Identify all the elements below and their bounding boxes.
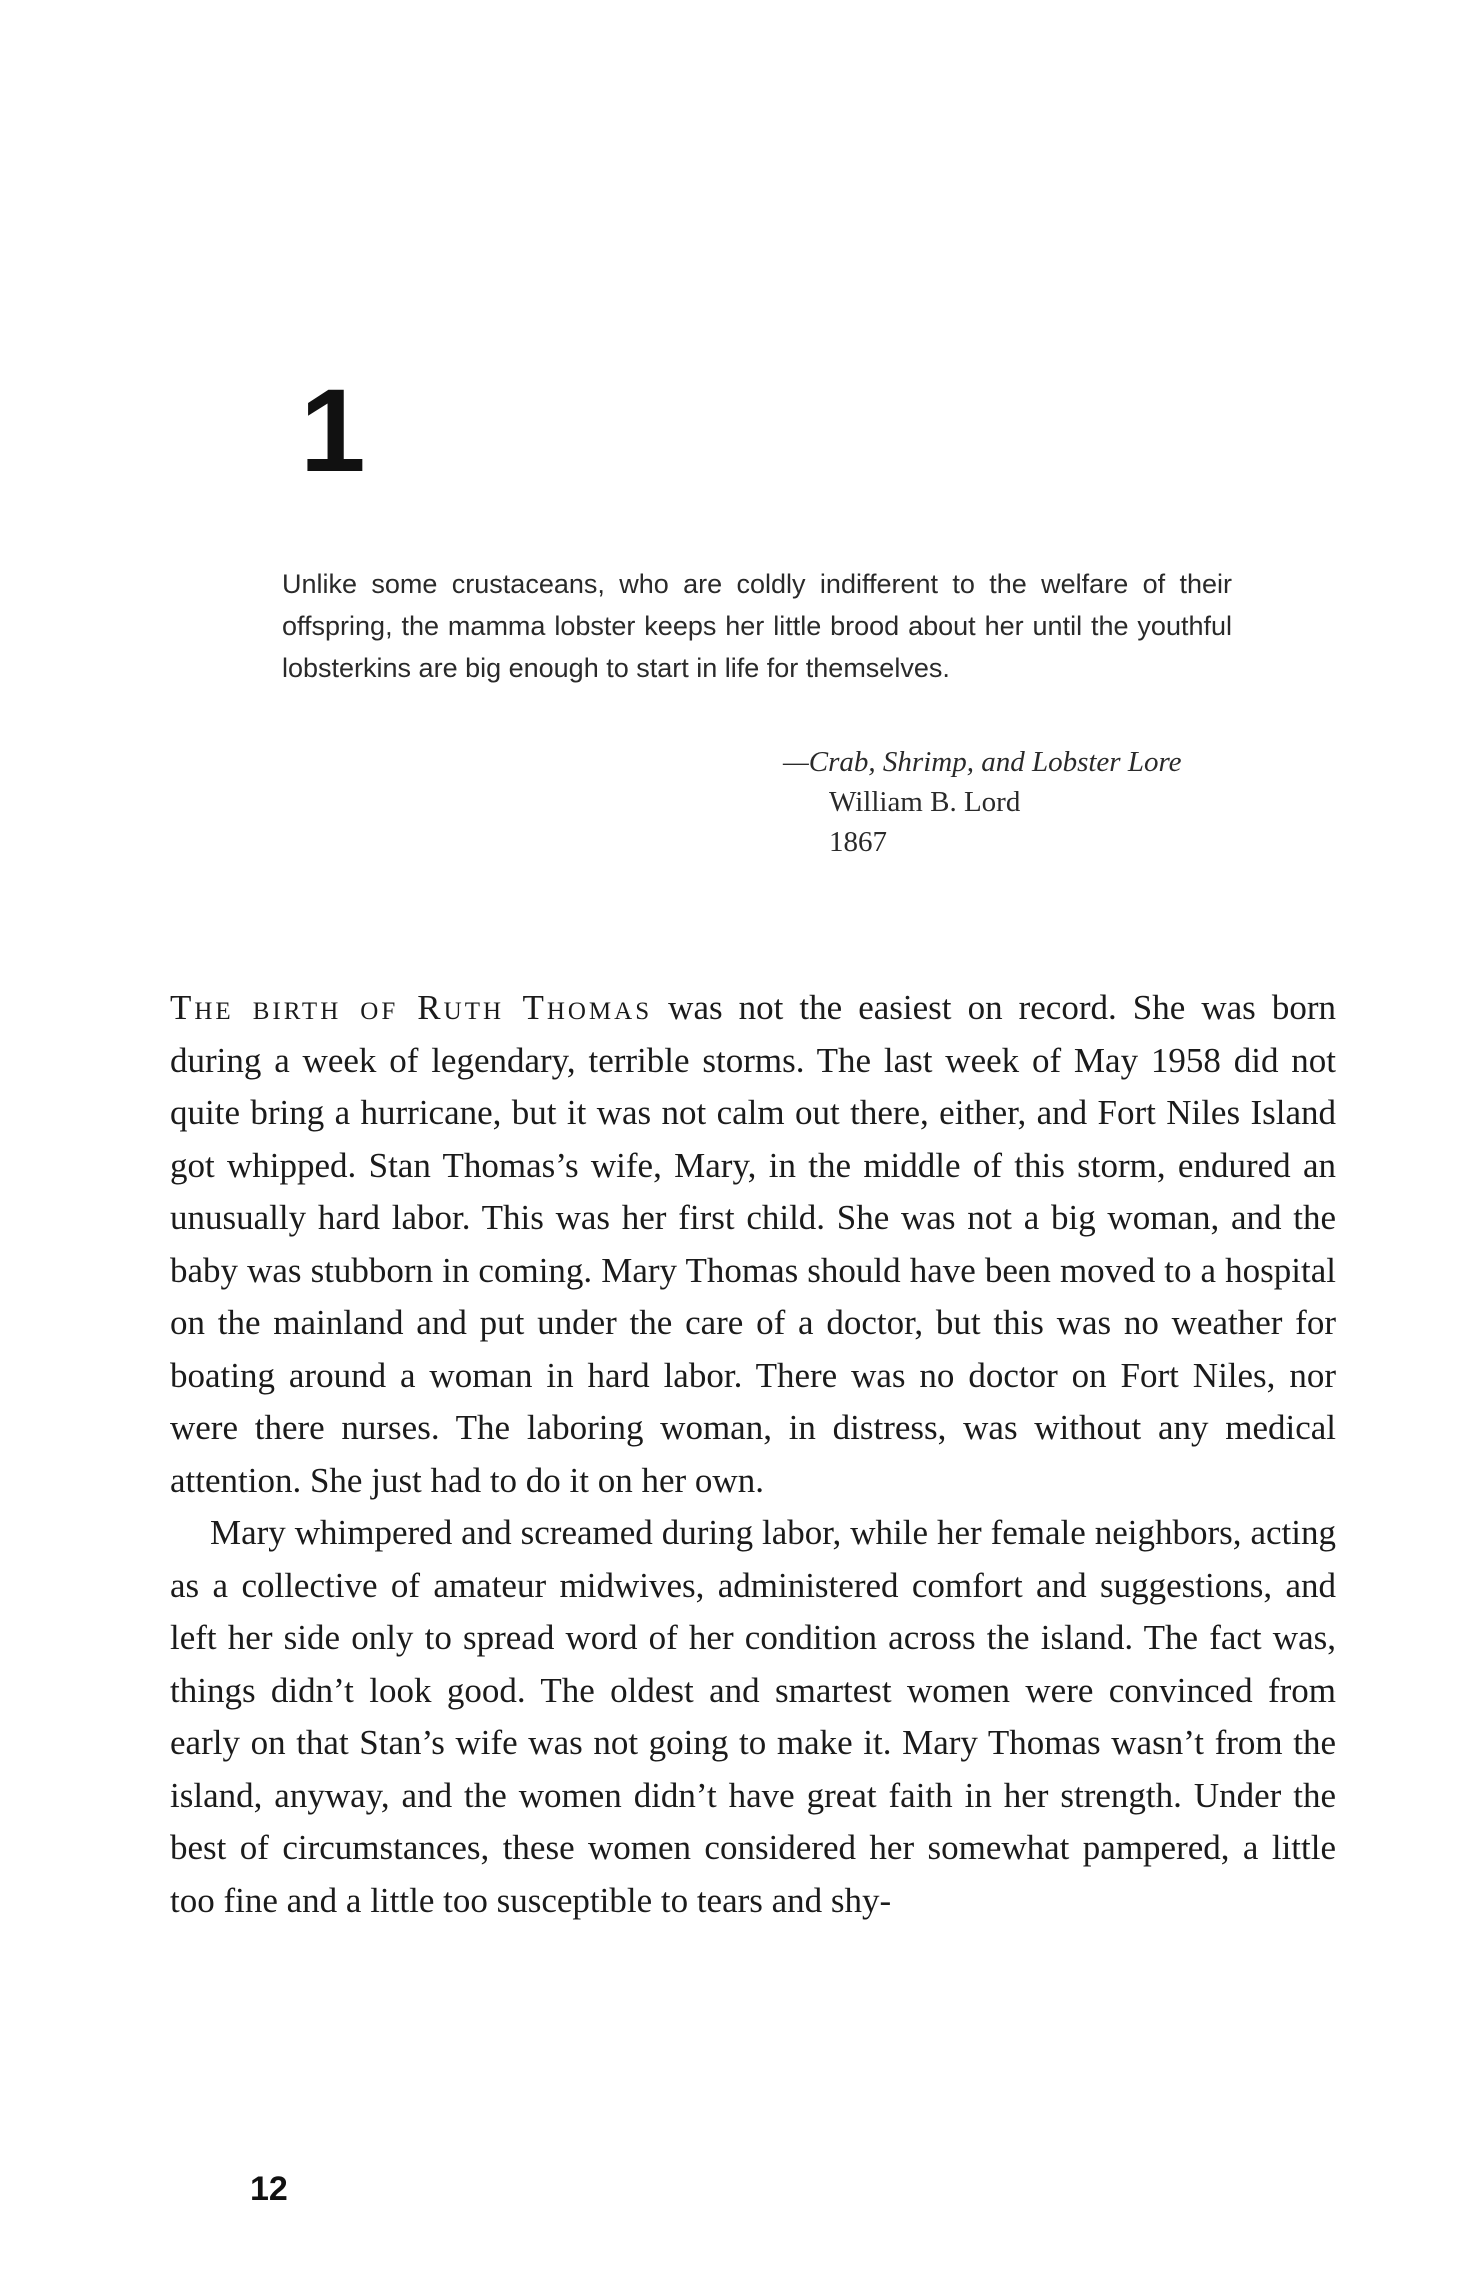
epigraph-year: 1867 xyxy=(829,826,887,858)
lead-in-smallcaps: The birth of Ruth Thomas xyxy=(170,988,653,1027)
paragraph-1-text: was not the easiest on record. She was born during a week of legendary, terrible storms. The last week of May 1958 did not quite bring a hurricane, but it was not calm out there, either, and Fort Niles Island got whipped. Stan Thomas’s wife, Mary, in the middle of this storm, endured an unusually hard labor. This was her first child. She was not a big woman, and the baby was stubborn in coming. Mary Thomas should have been moved to a hospital on the mainland and put under the care of a doctor, but this was no weather for boating around a woman in hard labor. There was no doctor on Fort Niles, nor were there nurses. The laboring woman, in distress, was without any medical attention. She just had to do it on her own. xyxy=(170,988,1336,1500)
chapter-number: 1 xyxy=(300,365,366,497)
page-number: 12 xyxy=(250,2170,288,2208)
epigraph-author: William B. Lord xyxy=(829,786,1021,818)
epigraph-attribution xyxy=(783,742,1243,862)
body-paragraph: Mary whimpered and screamed during labor, while her female neighbors, acting as a collective of amateur midwives, administered comfort and suggestions, and left her side only to spread word of her condition across the island. The fact was, things didn’t look good. The oldest and smartest women were convinced from early on that Stan’s wife was not going to make it. Mary Thomas wasn’t from the island, anyway, and the women didn’t have great faith in her strength. Under the best of circumstances, these women considered her somewhat pampered, a little too fine and a little too susceptible to tears and shy- xyxy=(170,1513,1336,1920)
body-paragraph xyxy=(170,982,1336,1507)
chapter-body xyxy=(170,982,1336,1927)
epigraph-source: —Crab, Shrimp, and Lobster Lore xyxy=(783,746,1182,778)
epigraph-text: Unlike some crustaceans, who are coldly indifferent to the welfare of their offspring, the mamma lobster keeps her little brood about her until the youthful lobsterkins are big enough to start in life for themselves. xyxy=(282,569,1232,683)
